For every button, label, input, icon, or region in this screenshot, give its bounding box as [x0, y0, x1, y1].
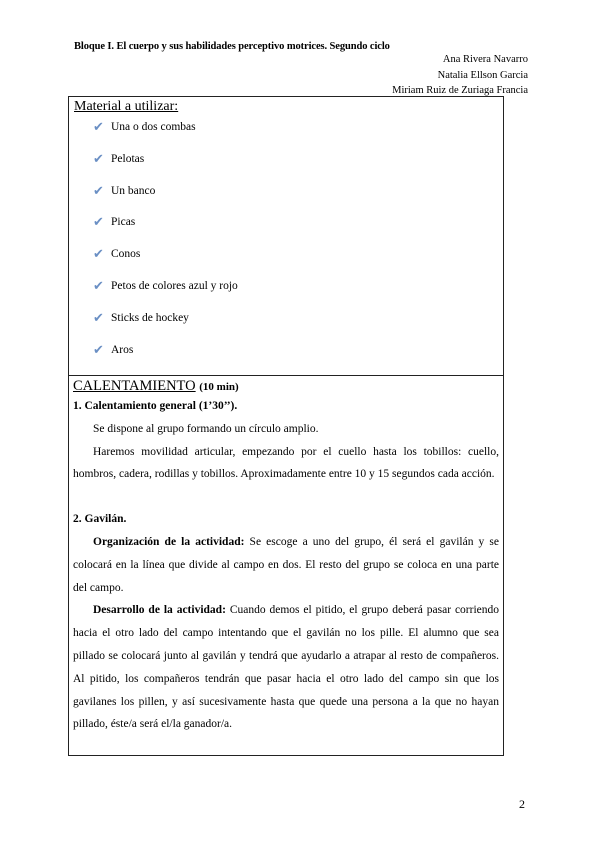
- section-1-paragraph-1: Se dispone al grupo formando un círculo amplio.: [93, 422, 319, 435]
- check-icon: ✔: [93, 277, 104, 293]
- material-item: ✔ Sticks de hockey: [93, 309, 189, 325]
- check-icon: ✔: [93, 182, 104, 198]
- warmup-duration: (10 min): [199, 381, 239, 393]
- material-item: ✔ Pelotas: [93, 150, 145, 166]
- check-icon: ✔: [93, 119, 104, 134]
- page-number: 2: [519, 797, 525, 811]
- material-item: ✔ Petos de colores azul y rojo: [93, 277, 238, 293]
- document-header-title: Bloque I. El cuerpo y sus habilidades perceptivo motrices. Segundo ciclo: [74, 41, 390, 52]
- material-item: ✔ Aros: [93, 341, 134, 357]
- check-icon: ✔: [93, 150, 104, 166]
- material-item: ✔ Una o dos combas: [93, 119, 196, 134]
- materials-title: Material a utilizar:: [74, 99, 179, 114]
- materials-box: [68, 96, 504, 377]
- organization-paragraph: Organización de la actividad: Se escoge a uno del grupo, él será el gavilán y se colocará en la línea que divide al campo en dos. El resto del grupo se coloca en una parte del campo.: [73, 535, 499, 594]
- author-3: Miriam Ruiz de Zuriaga Francia: [392, 85, 528, 96]
- warmup-content: [73, 378, 499, 736]
- author-1: Ana Rivera Navarro: [442, 54, 528, 65]
- section-1-heading: 1. Calentamiento general (1’30’’).: [73, 400, 238, 412]
- check-icon: ✔: [93, 246, 104, 262]
- material-item: ✔ Conos: [93, 246, 141, 262]
- section-1-paragraph-2: Haremos movilidad articular, empezando por el cuello hasta los tobillos: cuello, hombros, cadera, rodillas y tobillos. Aproximadamente entre 10 y 15 segundos cada acción.: [73, 445, 499, 481]
- warmup-box: [68, 375, 504, 756]
- section-2-heading: 2. Gavilán.: [73, 513, 127, 526]
- material-item: ✔ Un banco: [93, 182, 156, 198]
- development-paragraph: Desarrollo de la actividad: Cuando demos el pitido, el grupo deberá pasar corriendo hacia el otro lado del campo intentando que el gavilán no los pille. El alumno que sea pillado se colocará junto al gavilán y tendrá que ayudarlo a atrapar al resto de compañeros. Al pitido, los compañeros tendrán que pasar hacia el otro lado del campo sin que los gavilanes los pillen, y así sucesivamente hasta que quede una persona a la que no hayan pillado, éste/a será el/la ganador/a.: [73, 604, 500, 731]
- check-icon: ✔: [93, 309, 104, 325]
- warmup-title: CALENTAMIENTO (10 min): [73, 378, 239, 394]
- check-icon: ✔: [93, 341, 104, 357]
- materials-list: [93, 121, 238, 375]
- material-item: ✔ Picas: [93, 214, 136, 230]
- author-2: Natalia Ellson Garcia: [437, 70, 528, 81]
- check-icon: ✔: [93, 214, 104, 230]
